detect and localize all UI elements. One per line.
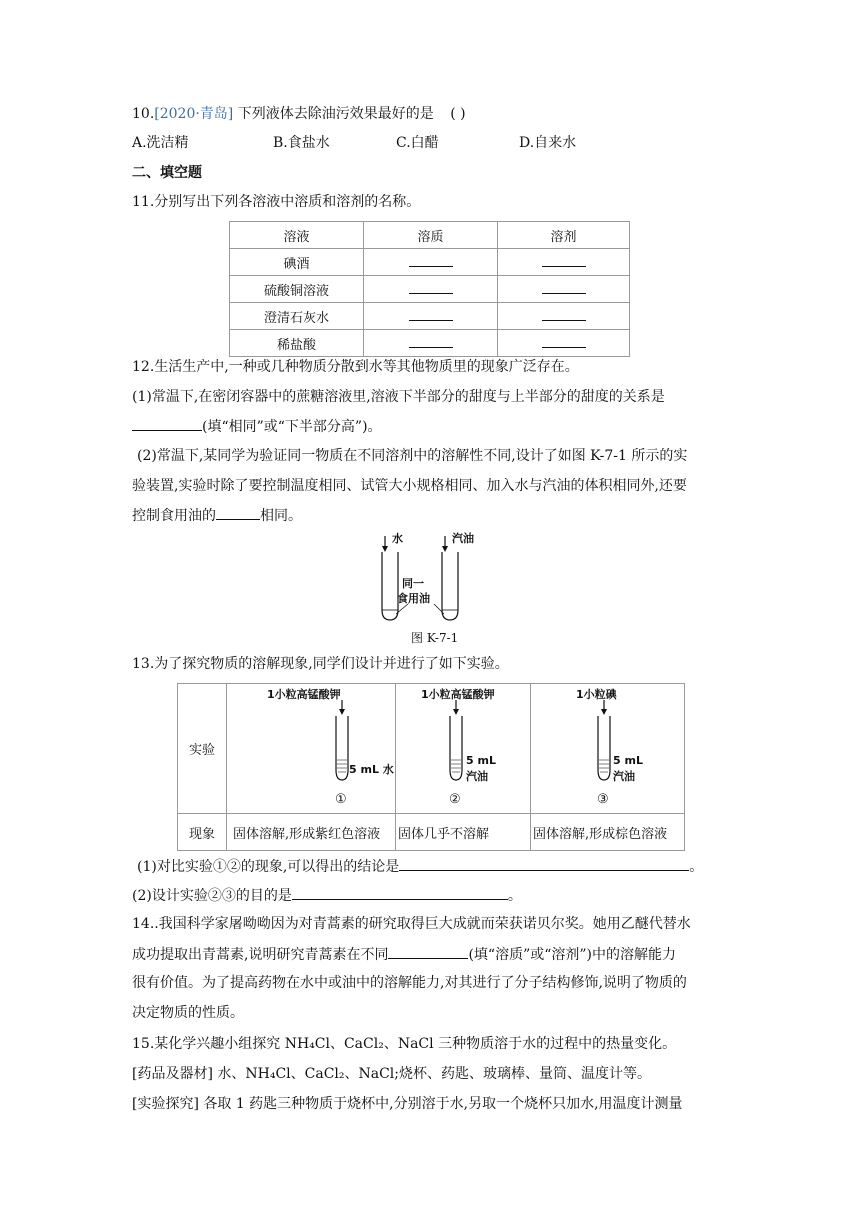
q12-part1-line2: (填“相同”或“下半部分高”)。	[132, 416, 382, 437]
table-row: 碘酒	[230, 249, 630, 276]
q13-table	[177, 683, 685, 851]
answer-blank[interactable]	[542, 308, 586, 321]
answer-blank[interactable]	[216, 505, 260, 520]
test-tube-water	[382, 536, 398, 620]
answer-blank[interactable]	[542, 335, 586, 348]
figure-caption: 图 K-7-1	[411, 631, 459, 645]
q11-table	[229, 221, 630, 357]
answer-blank[interactable]	[542, 281, 586, 294]
section-title: 二、填空题	[132, 165, 202, 181]
q12-part2-line3: 控制食用油的 相同。	[132, 505, 302, 526]
q15-line2: [药品及器材] 水、NH₄Cl、CaCl₂、NaCl;烧杯、药匙、玻璃棒、量筒、温度计等。	[132, 1066, 651, 1082]
q11-stem: 11.分别写出下列各溶液中溶质和溶剂的名称。	[132, 194, 421, 210]
q13-part2: (2)设计实验②③的目的是 。	[132, 885, 522, 906]
answer-blank[interactable]	[292, 885, 508, 900]
q15-line3: [实验探究] 各取 1 药匙三种物质于烧杯中,分别溶于水,另取一个烧杯只加水,用温度计测量	[132, 1096, 683, 1112]
q12-part2-line1: (2)常温下,某同学为验证同一物质在不同溶剂中的溶解性不同,设计了如图 K-7-1 所示的实	[137, 448, 688, 464]
label-oil: 食用油	[397, 592, 430, 605]
test-tube-gasoline	[442, 536, 458, 620]
q10-option-d: D.自来水	[519, 135, 577, 151]
q12-part2-line2: 验装置,实验时除了要控制温度相同、试管大小规格相同、加入水与汽油的体积相同外,还要	[132, 478, 687, 494]
q10-option-a: A.洗洁精	[132, 135, 189, 151]
q10-source: [2020·青岛]	[154, 106, 234, 122]
q14-line3: 很有价值。为了提高药物在水中或油中的溶解能力,对其进行了分子结构修饰,说明了物质的	[132, 975, 687, 991]
table-row: 现象 固体溶解,形成紫红色溶液 固体几乎不溶解 固体溶解,形成棕色溶液	[178, 814, 685, 851]
table-row: 稀盐酸	[230, 330, 630, 357]
q14-line1: 14..我国科学家屠呦呦因为对青蒿素的研究取得巨大成就而荣获诺贝尔奖。她用乙醚代替水	[132, 916, 691, 932]
q14-line4: 决定物质的性质。	[132, 1005, 244, 1021]
label-water: 水	[392, 532, 403, 545]
answer-blank[interactable]	[409, 308, 453, 321]
q12-stem: 12.生活生产中,一种或几种物质分散到水等其他物质里的现象广泛存在。	[132, 359, 579, 375]
experiment-1: 1小粒高锰酸钾 5 mL 水 ①	[227, 684, 396, 814]
q15-line1: 15.某化学兴趣小组探究 NH₄Cl、CaCl₂、NaCl 三种物质溶于水的过程中的热量变化。	[132, 1036, 677, 1052]
answer-blank[interactable]	[409, 281, 453, 294]
q13-stem: 13.为了探究物质的溶解现象,同学们设计并进行了如下实验。	[132, 656, 509, 672]
q13-part1: (1)对比实验①②的现象,可以得出的结论是 。	[137, 856, 703, 877]
answer-blank[interactable]	[399, 856, 689, 871]
answer-blank[interactable]	[542, 254, 586, 267]
experiment-2: 1小粒高锰酸钾 5 mL 汽油 ②	[396, 684, 531, 814]
q10-option-c: C.白醋	[396, 135, 439, 151]
q10-option-b: B.食盐水	[273, 135, 330, 151]
table-header-row: 溶液 溶质 溶剂	[230, 222, 630, 249]
q12-part1-line1: (1)常温下,在密闭容器中的蔗糖溶液里,溶液下半部分的甜度与上半部分的甜度的关系是	[132, 389, 665, 405]
label-same: 同一	[402, 577, 424, 590]
answer-blank[interactable]	[409, 335, 453, 348]
label-gasoline: 汽油	[452, 532, 474, 545]
answer-blank[interactable]	[132, 416, 202, 431]
table-row: 硫酸铜溶液	[230, 276, 630, 303]
q10-stem: 10.[2020·青岛] 下列液体去除油污效果最好的是 ( )	[132, 106, 466, 122]
answer-blank[interactable]	[388, 944, 468, 959]
table-row: 实验 1小粒高锰酸钾 5 mL 水 ① 1小粒高锰酸钾 5 mL 汽油 ② 1小粒碘 5 mL 汽油 ③	[178, 684, 685, 814]
table-row: 澄清石灰水	[230, 303, 630, 330]
answer-blank[interactable]	[409, 254, 453, 267]
experiment-3: 1小粒碘 5 mL 汽油 ③	[531, 684, 685, 814]
q14-line2: 成功提取出青蒿素,说明研究青蒿素在不同 (填“溶质”或“溶剂”)中的溶解能力	[132, 944, 676, 965]
